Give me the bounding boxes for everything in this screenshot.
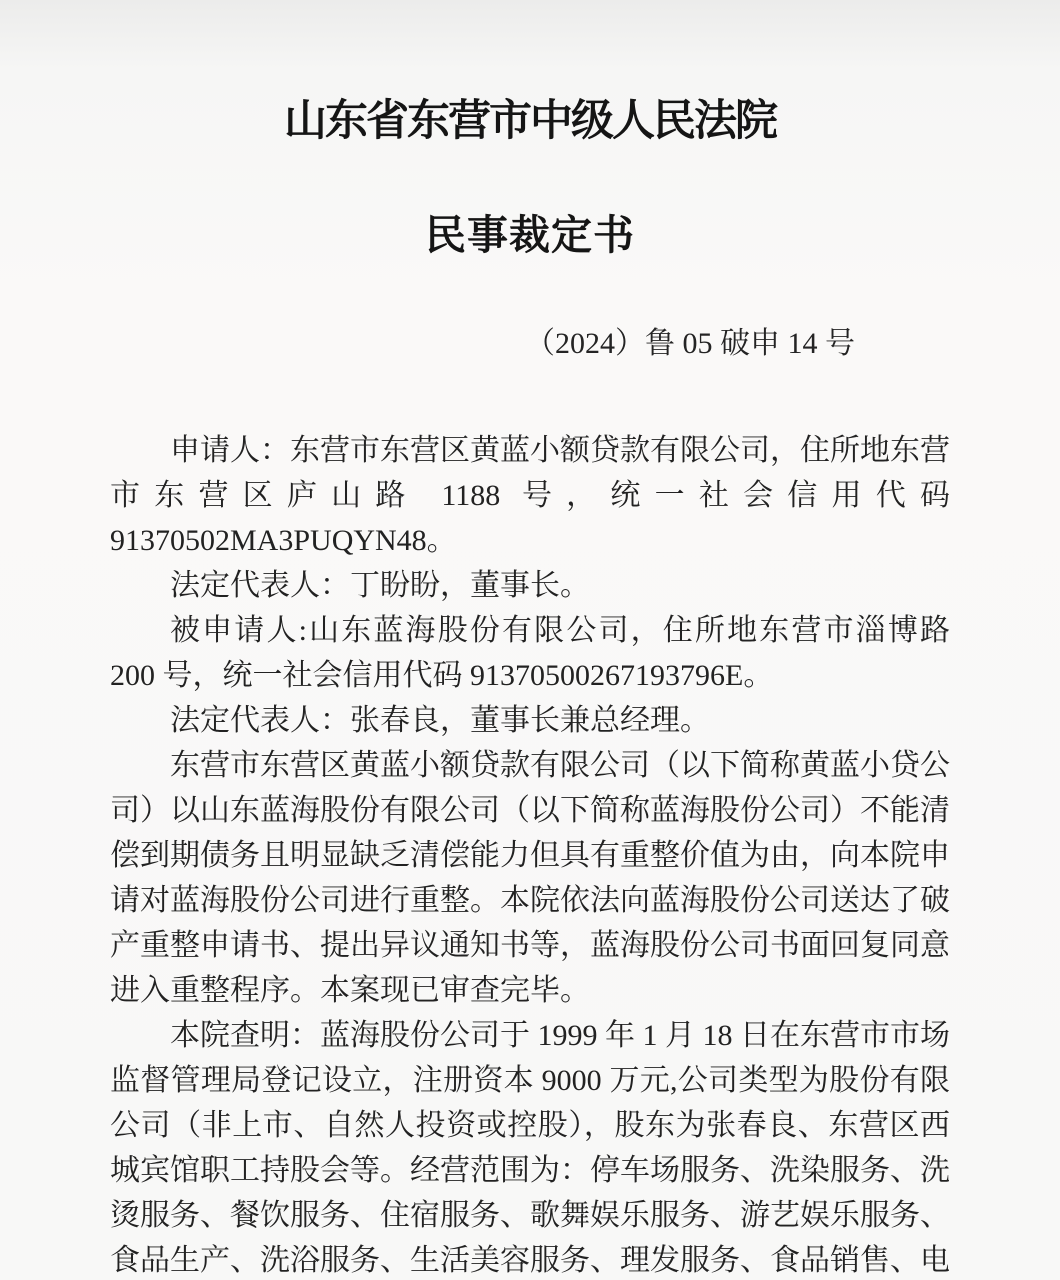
paragraph-respondent-legal-representative: 法定代表人：张春良，董事长兼总经理。 [170, 704, 710, 737]
paragraph-applicant-legal-representative: 法定代表人：丁盼盼，董事长。 [170, 569, 590, 602]
document-title: 民事裁定书 [425, 212, 635, 258]
document-body [110, 428, 950, 1280]
court-name: 山东省东营市中级人民法院 [284, 98, 776, 145]
paragraph-court-findings: 本院查明：蓝海股份公司于 1999 年 1 月 18 日在东营市市场监督管理局登记设立，注册资本 9000 万元,公司类型为股份有限公司（非上市、自然人投资或控股），股东为张春良、东营区西城宾馆职工持股会等。经营范围为：停车场服务、洗染服务、洗烫服务、餐饮服务、住宿服务、歌舞娱乐服务、游艺娱乐服务、食品生产、洗浴服务、生活美容服务、理发服务、食品销售、电 [110, 1019, 950, 1277]
paragraph-applicant: 申请人：东营市东营区黄蓝小额贷款有限公司，住所地东营市东营区庐山路 1188 号，统一社会信用代码 91370502MA3PUQYN48。 [110, 434, 950, 557]
case-number: （2024）鲁 05 破申 14 号 [525, 327, 855, 360]
paragraph-respondent: 被申请人:山东蓝海股份有限公司，住所地东营市淄博路 200 号，统一社会信用代码 91370500267193796E。 [110, 614, 950, 692]
paragraph-application-summary: 东营市东营区黄蓝小额贷款有限公司（以下简称黄蓝小贷公司）以山东蓝海股份有限公司（以下简称蓝海股份公司）不能清偿到期债务且明显缺乏清偿能力但具有重整价值为由，向本院申请对蓝海股份公司进行重整。本院依法向蓝海股份公司送达了破产重整申请书、提出异议通知书等，蓝海股份公司书面回复同意进入重整程序。本案现已审查完毕。 [110, 749, 950, 1007]
